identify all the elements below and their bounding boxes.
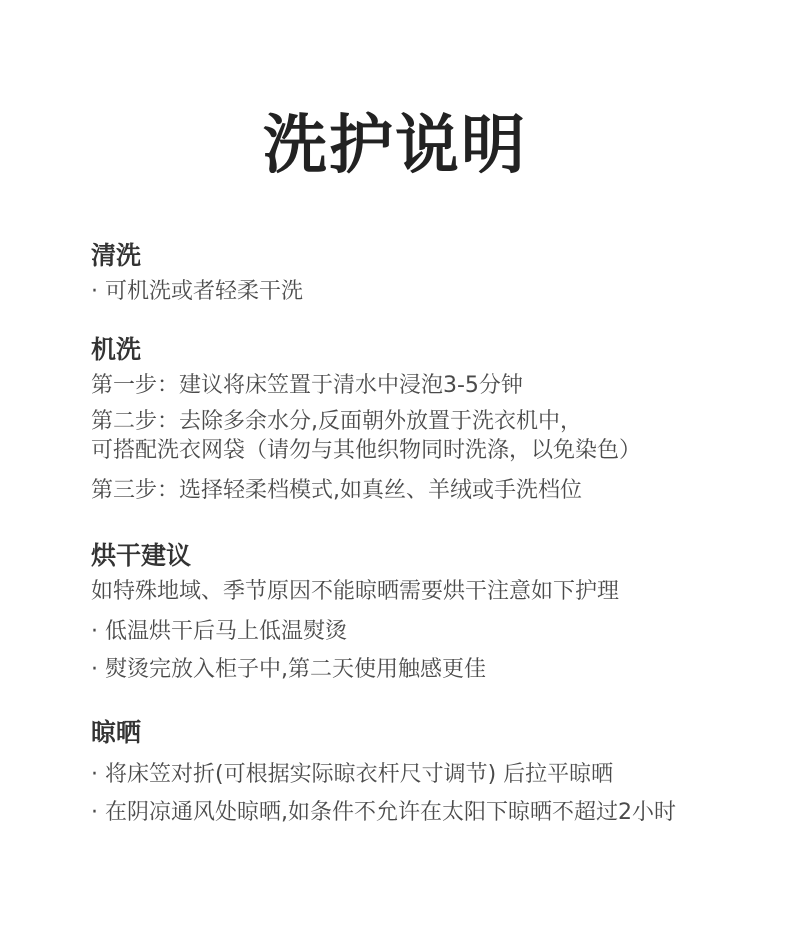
machine-wash-step-3: 第三步：选择轻柔档模式,如真丝、羊绒或手洗档位 bbox=[91, 478, 582, 503]
section-heading-cleaning: 清洗 bbox=[91, 241, 142, 270]
machine-wash-step-2-cont: 可搭配洗衣网袋（请勿与其他织物同时洗涤，以免染色） bbox=[91, 438, 642, 463]
air-dry-tip-2: · 在阴凉通风处晾晒,如条件不允许在太阳下晾晒不超过2小时 bbox=[91, 800, 676, 825]
machine-wash-step-2: 第二步：去除多余水分,反面朝外放置于洗衣机中， bbox=[91, 409, 582, 434]
air-dry-tip-1: · 将床笠对折(可根据实际晾衣杆尺寸调节) 后拉平晾晒 bbox=[91, 762, 614, 787]
section-heading-machine-wash: 机洗 bbox=[91, 335, 142, 364]
drying-tip-2: · 熨烫完放入柜子中,第二天使用触感更佳 bbox=[91, 657, 486, 682]
machine-wash-step-1: 第一步：建议将床笠置于清水中浸泡3-5分钟 bbox=[91, 373, 523, 398]
section-heading-air-dry: 晾晒 bbox=[91, 718, 142, 747]
page-title: 洗护说明 bbox=[263, 109, 527, 183]
section-heading-drying: 烘干建议 bbox=[91, 541, 192, 570]
drying-tip-1: · 低温烘干后马上低温熨烫 bbox=[91, 619, 347, 644]
cleaning-line-1: · 可机洗或者轻柔干洗 bbox=[91, 279, 303, 304]
drying-intro: 如特殊地域、季节原因不能晾晒需要烘干注意如下护理 bbox=[91, 579, 620, 604]
